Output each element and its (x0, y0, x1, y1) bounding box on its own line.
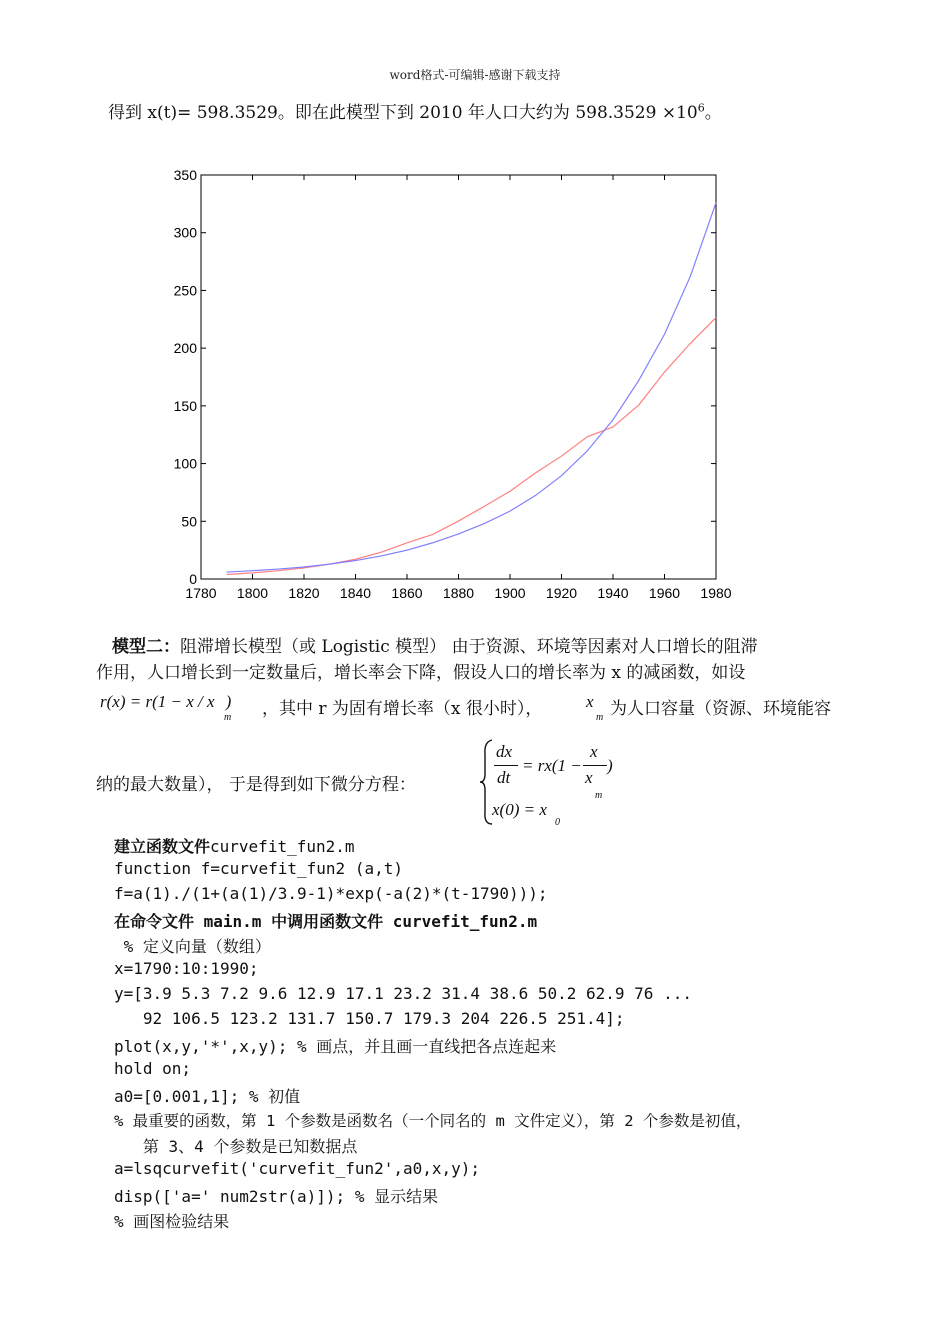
code-line-6: x=1790:10:1990; (114, 959, 259, 978)
ode-dt: dt (497, 768, 511, 787)
plot-area (201, 175, 716, 579)
code-line-1-bold: 建立函数文件 (114, 837, 211, 856)
code-line-7: y=[3.9 5.3 7.2 9.6 12.9 17.1 23.2 31.4 38.6 50.2 62.9 76 ... (114, 984, 692, 1003)
code-line-11: a0=[0.001,1]; % 初值 (114, 1087, 301, 1106)
code-line-1 (114, 834, 355, 857)
formula-r: r(x) = r(1 − x / x (100, 692, 215, 711)
model2-p3-end: 为人口容量（资源、环境能容 (610, 699, 831, 719)
y-tick-label: 150 (173, 397, 197, 414)
x-tick-label: 1820 (288, 585, 320, 601)
code-line-10: hold on; (114, 1059, 192, 1078)
model2-p1: 阻滞增长模型（或 Logistic 模型） 由于资源、环境等因素对人口增长的阻滞 (180, 637, 758, 657)
model2-p3-mid: ，其中 r 为固有增长率（x 很小时）， (262, 699, 543, 719)
population-chart (170, 165, 740, 605)
ode-dx: dx (496, 742, 513, 761)
y-tick-label: 300 (173, 224, 197, 241)
x-tick-label: 1940 (597, 585, 629, 601)
ode-init-sub: 0 (555, 817, 560, 828)
ode-x-den-sub: m (595, 790, 603, 801)
code-line-12: % 最重要的函数，第 1 个参数是函数名（一个同名的 m 文件定义），第 2 个参数是初值， (114, 1112, 752, 1130)
x-tick-label: 1900 (494, 585, 526, 601)
ode-x-den: x (585, 768, 593, 787)
ode-x-num: x (590, 742, 598, 761)
y-tick-label: 250 (173, 282, 197, 299)
result-suffix: 。 (704, 103, 722, 123)
ode-frac2-bar (583, 765, 607, 766)
y-tick-label: 350 (173, 167, 197, 183)
series-line-fitted (227, 203, 716, 572)
code-line-4: 在命令文件 main.m 中调用函数文件 curvefit_fun2.m (114, 912, 538, 931)
code-line-8: 92 106.5 123.2 131.7 150.7 179.3 204 226.5 251.4]; (114, 1009, 625, 1028)
result-line (108, 98, 722, 123)
series-line-observed (227, 318, 716, 575)
code-line-14: a=lsqcurvefit('curvefit_fun2',a0,x,y); (114, 1159, 481, 1178)
x-tick-label: 1800 (236, 585, 269, 601)
model2-heading: 模型二： (112, 637, 180, 657)
x-tick-label: 1960 (648, 585, 681, 601)
model2-line3 (100, 692, 232, 723)
x-tick-label: 1780 (185, 585, 217, 601)
page-header: word格式-可编辑-感谢下载支持 (389, 68, 561, 82)
y-tick-label: 0 (189, 571, 197, 587)
result-times: ×10 (661, 103, 698, 123)
x-tick-label: 1880 (442, 585, 475, 601)
var-x: x (586, 692, 594, 711)
var-x-sub: m (596, 712, 604, 723)
y-tick-label: 200 (173, 340, 197, 357)
code-line-13: 第 3、4 个参数是已知数据点 (114, 1137, 358, 1156)
code-line-5: % 定义向量（数组） (114, 937, 271, 956)
code-line-9: plot(x,y,'*',x,y); % 画点，并且画一直线把各点连起来 (114, 1037, 557, 1056)
code-line-3: f=a(1)./(1+(a(1)/3.9-1)*exp(-a(2)*(t-1790))); (114, 884, 548, 903)
ode-init: x(0) = x (492, 800, 547, 819)
code-line-1-rest: curvefit_fun2.m (210, 837, 355, 856)
formula-r-close: ) (225, 692, 232, 711)
result-text: 得到 x(t)= 598.3529。即在此模型下到 2010 年人口大约为 598.3529 (108, 103, 662, 123)
model2-line1 (112, 632, 758, 657)
x-tick-label: 1840 (339, 585, 372, 601)
ode-frac1-bar (494, 765, 518, 766)
model2-p4: 纳的最大数量）， 于是得到如下微分方程： (96, 775, 416, 795)
result-exponent: 6 (697, 101, 705, 115)
formula-r-sub: m (224, 712, 232, 723)
code-line-15: disp(['a=' num2str(a)]); % 显示结果 (114, 1187, 439, 1206)
code-line-2: function f=curvefit_fun2 (a,t) (114, 859, 403, 878)
var-xm (586, 692, 604, 723)
ode-rhs-a: = rx(1 − (522, 756, 582, 775)
y-tick-label: 100 (173, 455, 197, 472)
y-tick-label: 50 (181, 513, 197, 530)
x-tick-label: 1860 (391, 585, 423, 601)
code-line-16: % 画图检验结果 (114, 1212, 230, 1231)
x-tick-label: 1980 (700, 585, 732, 601)
ode-rhs-b: ) (607, 756, 613, 775)
model2-p2: 作用，人口增长到一定数量后，增长率会下降，假设人口的增长率为 x 的减函数，如设 (96, 663, 746, 683)
x-tick-label: 1920 (545, 585, 578, 601)
